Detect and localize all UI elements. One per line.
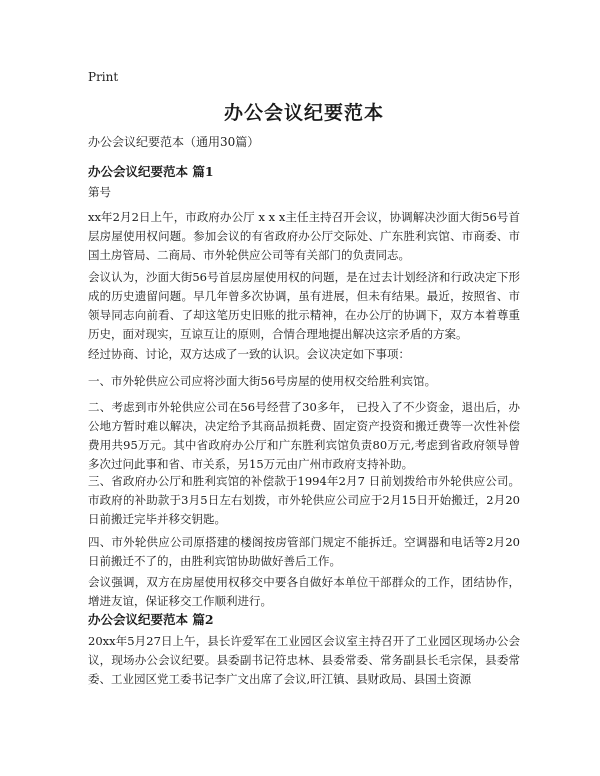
paragraph-consensus: 经过协商、讨论，双方达成了一致的认识。会议决定如下事项： xyxy=(88,347,410,361)
print-label[interactable]: Print xyxy=(88,70,119,84)
paragraph-item-2: 二、考虑到市外轮供应公司在56号经营了30多年， 已投入了不少资金，退出后，办公地方暂时难以解决，决定给予其商品损耗费、固定资产投资和搬迁费等一次性补偿费用共95万元。其中省政府办公厅和广东胜利宾馆负责80万元,考虑到省政府领导曾多次过问此事和省、市关系，另15万元由广州市政府支持补助。 xyxy=(88,400,520,471)
paragraph-item-3: 三、省政府办公厅和胜利宾馆的补偿款于1994年2月7 日前划拨给市外轮供应公司。市政府的补助款于3月5日左右划拨，市外轮供应公司应于2月15日开始搬迁，2月20 日前搬迁完毕并移交钥匙。 xyxy=(88,474,520,526)
paragraph-emphasis: 会议强调，双方在房屋使用权移交中要各自做好本单位干部群众的工作，团结协作，增进友谊，保证移交工作顺利进行。 xyxy=(88,575,520,608)
paragraph-doc-number: 第号 xyxy=(88,185,111,199)
paragraph-meeting-intro: xx年2月2日上午，市政府办公厅 x x x主任主持召开会议，协调解决沙面大街56号首层房屋使用权问题。参加会议的有省政府办公厅交际处、广东胜利宾馆、市商委、市国土房管局、二商局、市外轮供应公司等有关部门的负责同志。 xyxy=(88,210,520,262)
document-title: 办公会议纪要范本 xyxy=(223,102,384,124)
paragraph-item-1: 一、市外轮供应公司应将沙面大街56号房屋的使用权交给胜利宾馆。 xyxy=(88,374,437,388)
paragraph-section2-intro: 20xx年5月27日上午，县长许爱军在工业园区会议室主持召开了工业园区现场办公会议，现场办公会议纪要。县委副书记符忠林、县委常委、常务副县长毛宗保，县委常委、工业园区党工委书记李广文出席了会议,旰江镇、县财政局、县国土资源 xyxy=(88,634,520,686)
section-heading-1: 办公会议纪要范本 篇1 xyxy=(88,164,214,179)
paragraph-item-4: 四、市外轮供应公司原搭建的楼阁按房管部门规定不能拆迁。空调器和电话等2月20日前搬迁不了的，由胜利宾馆协助做好善后工作。 xyxy=(88,535,520,568)
document-subtitle: 办公会议纪要范本（通用30篇） xyxy=(88,135,260,149)
section-heading-2: 办公会议纪要范本 篇2 xyxy=(88,612,214,627)
paragraph-meeting-view: 会议认为，沙面大街56号首层房屋使用权的问题，是在过去计划经济和行政决定下形成的历史遗留问题。早几年曾多次协调，虽有进展，但未有结果。最近，按照省、市领导同志向前看、了却这笔历史旧账的批示精神，在办公厅的协调下，双方本着尊重历史，面对现实，互谅互让的原则，合情合理地提出解决这宗矛盾的方案。 xyxy=(88,270,520,341)
